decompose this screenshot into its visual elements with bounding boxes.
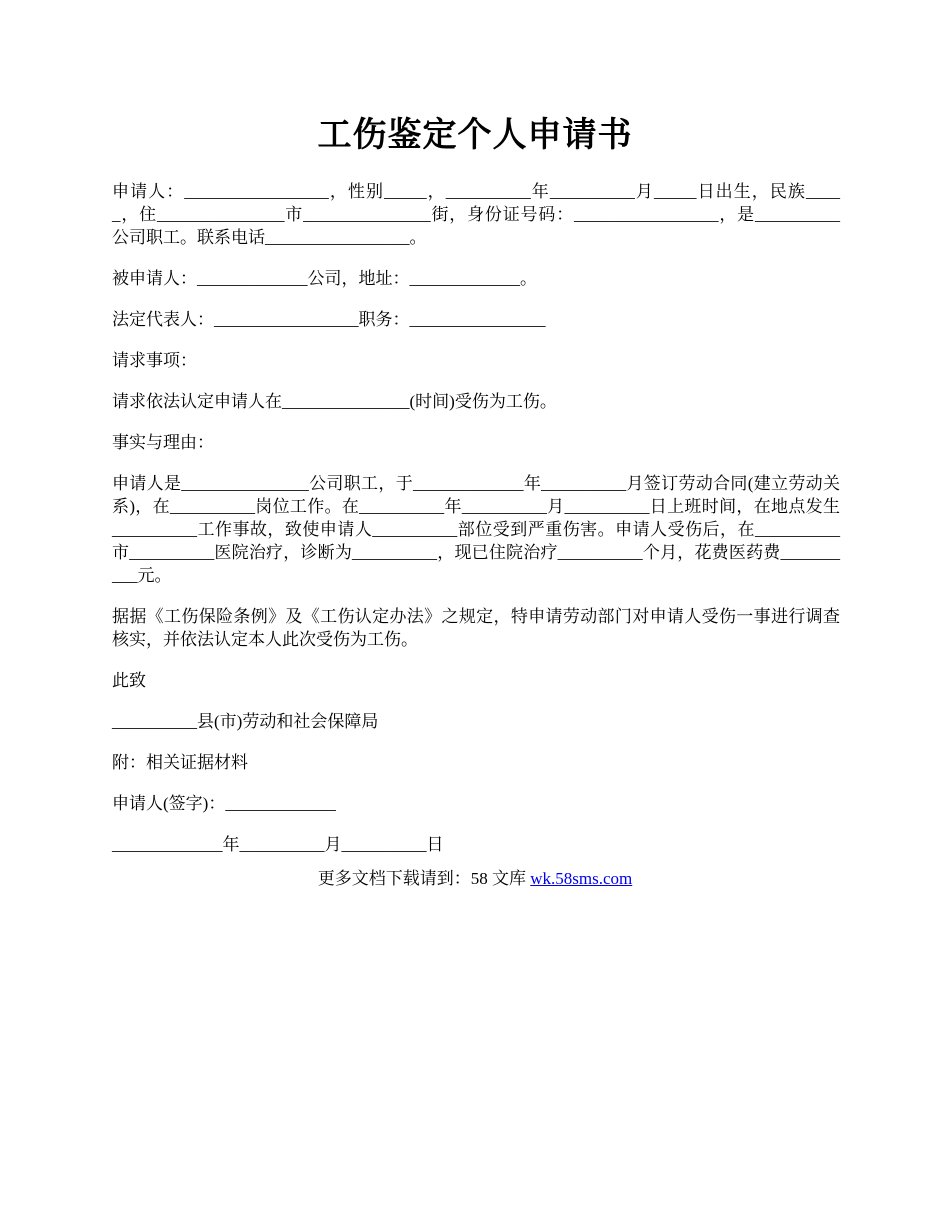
document-body xyxy=(112,180,840,874)
facts-paragraph: 申请人是_______________公司职工，于_____________年__________月签订劳动合同(建立劳动关系)，在__________岗位工作。在__________年__________月__________日上班时间，在地点发生__________工作事故，致使申请人__________部位受到严重伤害。申请人受伤后，在__________市__________医院治疗，诊断为__________，现已住院治疗__________个月，花费医药费__________元。 xyxy=(112,474,840,585)
request-heading: 请求事项： xyxy=(112,351,197,370)
signature-line: 申请人(签字)：_____________ xyxy=(112,794,336,813)
footer-text: 更多文档下载请到：58 文库 xyxy=(317,869,531,888)
basis-paragraph: 据据《工伤保险条例》及《工伤认定办法》之规定，特申请劳动部门对申请人受伤一事进行调查核实，并依法认定本人此次受伤为工伤。 xyxy=(112,607,840,649)
addressee: __________县(市)劳动和社会保障局 xyxy=(112,712,379,731)
footer-link[interactable]: wk.58sms.com xyxy=(530,869,633,888)
attachment-note: 附：相关证据材料 xyxy=(112,753,248,772)
salutation: 此致 xyxy=(112,671,146,690)
date-line: _____________年__________月__________日 xyxy=(112,835,444,854)
legal-representative-paragraph: 法定代表人：_________________职务：________________ xyxy=(112,310,546,329)
document-title: 工伤鉴定个人申请书 xyxy=(317,117,633,154)
download-footer xyxy=(0,867,950,890)
request-paragraph: 请求依法认定申请人在_______________(时间)受伤为工伤。 xyxy=(112,392,557,411)
facts-heading: 事实与理由： xyxy=(112,433,214,452)
applicant-info-paragraph: 申请人：_________________，性别_____，__________年__________月_____日出生，民族_____，住_______________市_______________街，身份证号码：_________________，是__________公司职工。联系电话_________________。 xyxy=(112,182,840,247)
respondent-paragraph: 被申请人：_____________公司，地址：_____________。 xyxy=(112,269,537,288)
